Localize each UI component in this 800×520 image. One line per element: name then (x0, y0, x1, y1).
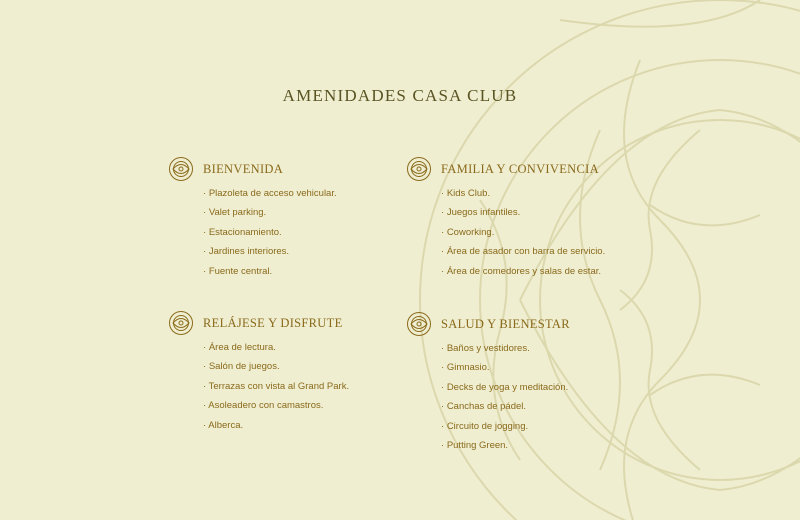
list-item: · Salón de juegos. (203, 357, 349, 376)
ornamental-emblem-icon (406, 311, 432, 337)
section-header (168, 310, 349, 336)
list-item: · Decks de yoga y meditación. (441, 378, 570, 397)
list-item: · Jardines interiores. (203, 242, 337, 261)
section-relajese-disfrute (168, 310, 349, 435)
section-salud-bienestar (406, 311, 570, 455)
ornamental-emblem-icon (168, 156, 194, 182)
section-header (406, 311, 570, 337)
section-header (406, 156, 605, 182)
amenity-list (168, 184, 337, 281)
list-item: · Terrazas con vista al Grand Park. (203, 377, 349, 396)
list-item: · Asoleadero con camastros. (203, 396, 349, 415)
list-item: · Putting Green. (441, 436, 570, 455)
section-header (168, 156, 337, 182)
list-item: · Área de comedores y salas de estar. (441, 262, 605, 281)
list-item: · Kids Club. (441, 184, 605, 203)
list-item: · Alberca. (203, 416, 349, 435)
list-item: · Coworking. (441, 223, 605, 242)
section-title: SALUD Y BIENESTAR (441, 316, 570, 331)
section-bienvenida (168, 156, 337, 281)
ornamental-emblem-icon (168, 310, 194, 336)
list-item: · Canchas de pádel. (441, 397, 570, 416)
list-item: · Gimnasio. (441, 358, 570, 377)
list-item: · Estacionamiento. (203, 223, 337, 242)
amenity-list (168, 338, 349, 435)
list-item: · Baños y vestidores. (441, 339, 570, 358)
list-item: · Juegos infantiles. (441, 203, 605, 222)
list-item: · Área de asador con barra de servicio. (441, 242, 605, 261)
list-item: · Valet parking. (203, 203, 337, 222)
section-title: BIENVENIDA (203, 161, 284, 176)
list-item: · Área de lectura. (203, 338, 349, 357)
ornamental-emblem-icon (406, 156, 432, 182)
list-item: · Plazoleta de acceso vehicular. (203, 184, 337, 203)
section-title: RELÁJESE Y DISFRUTE (203, 315, 343, 330)
amenity-list (406, 184, 605, 281)
list-item: · Fuente central. (203, 262, 337, 281)
amenity-list (406, 339, 570, 455)
page-title: AMENIDADES CASA CLUB (282, 86, 518, 105)
section-title: FAMILIA Y CONVIVENCIA (441, 161, 599, 176)
list-item: · Circuito de jogging. (441, 417, 570, 436)
section-familia-convivencia (406, 156, 605, 281)
